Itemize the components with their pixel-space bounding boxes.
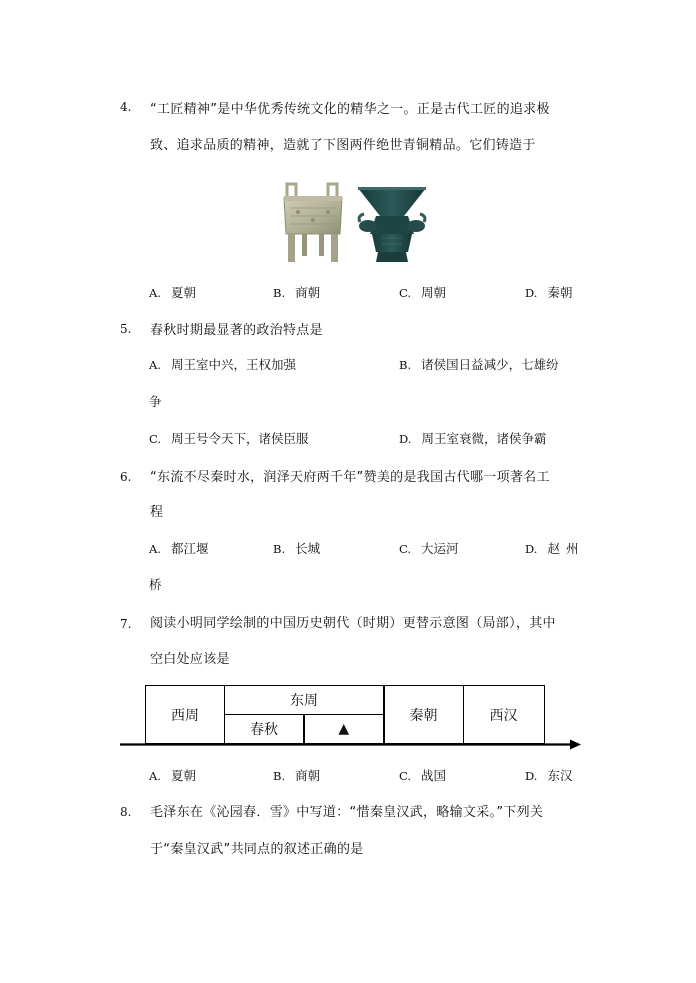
q4-number: 4.	[120, 100, 132, 114]
option-letter: D.	[525, 286, 538, 300]
q6-option-d-wrap: 桥	[149, 577, 162, 592]
q5-option-b-wrap: 争	[149, 394, 162, 409]
q4-option-c[interactable]	[399, 283, 446, 301]
q5-option-a[interactable]	[149, 355, 296, 373]
option-text: 周王室中兴，王权加强	[170, 357, 296, 372]
q7-option-d[interactable]	[525, 766, 572, 784]
timeline-arrow	[120, 738, 582, 752]
q5-option-c[interactable]	[149, 429, 309, 447]
q8-stem-line2: 于“秦皇汉武”共同点的叙述正确的是	[150, 842, 364, 857]
q6-stem-line1: “东流不尽秦时水，润泽天府两千年”赞美的是我国古代哪一项著名工	[150, 470, 550, 485]
bronze-ding-image	[278, 182, 348, 266]
q5-stem: 春秋时期最显著的政治特点是	[150, 323, 323, 338]
option-text: 夏朝	[170, 285, 196, 300]
option-letter: A.	[149, 542, 161, 556]
q7-number: 7.	[120, 617, 132, 631]
timeline-cell-dongzhou: 东周	[224, 685, 385, 715]
option-text: 商朝	[295, 285, 321, 300]
option-text: 大运河	[421, 541, 459, 556]
option-letter: C.	[399, 542, 412, 556]
q4-stem-line1: “工匠精神”是中华优秀传统文化的精华之一。正是古代工匠的追求极	[150, 102, 550, 117]
q6-option-a[interactable]	[149, 539, 208, 557]
option-letter: D.	[525, 769, 538, 783]
timeline-cell-blank-marker: ▲	[303, 714, 385, 745]
option-text: 东汉	[547, 768, 573, 783]
timeline-cell-chunqiu: 春秋	[224, 714, 305, 745]
q5-option-b[interactable]	[399, 355, 559, 373]
option-letter: B.	[273, 542, 286, 556]
option-text: 周王号令天下，诸侯臣服	[171, 431, 309, 446]
option-letter: A.	[149, 358, 161, 372]
option-text: 诸侯国日益减少，七雄纷	[421, 357, 559, 372]
option-text: 都江堰	[170, 541, 209, 556]
q8-number: 8.	[120, 805, 132, 819]
option-letter: A.	[149, 769, 161, 783]
q5-number: 5.	[120, 322, 132, 336]
q6-option-d[interactable]	[525, 539, 584, 557]
q6-option-b[interactable]	[273, 539, 320, 557]
option-letter: D.	[525, 542, 538, 556]
q7-option-b[interactable]	[273, 766, 320, 784]
q8-stem-line1: 毛泽东在《沁园春．雪》中写道：“惜秦皇汉武，略输文采。”下列关	[150, 805, 544, 820]
q4-option-b[interactable]	[273, 283, 320, 301]
option-text: 商朝	[295, 768, 321, 783]
option-letter: C.	[149, 432, 162, 446]
q7-option-a[interactable]	[149, 766, 196, 784]
bronze-zun-image	[356, 186, 428, 264]
q6-option-c[interactable]	[399, 539, 459, 557]
q7-stem-line1: 阅读小明同学绘制的中国历史朝代（时期）更替示意图（局部），其中	[150, 616, 556, 631]
option-text: 秦朝	[547, 285, 573, 300]
q7-stem-line2: 空白处应该是	[150, 652, 230, 667]
option-text: 周王室衰微，诸侯争霸	[421, 431, 547, 446]
q5-option-d[interactable]	[399, 429, 546, 447]
option-letter: C.	[399, 286, 412, 300]
timeline-cell-xihan: 西汉	[463, 685, 545, 744]
q4-stem-line2: 致、追求品质的精神，造就了下图两件绝世青铜精品。它们铸造于	[150, 138, 536, 153]
timeline-cell-xizhou: 西周	[145, 685, 225, 744]
option-text: 战国	[421, 768, 447, 783]
option-text: 长城	[295, 541, 321, 556]
option-text: 周朝	[421, 285, 447, 300]
q6-stem-line2: 程	[150, 505, 164, 520]
option-letter: A.	[149, 286, 161, 300]
option-text: 夏朝	[170, 768, 196, 783]
option-letter: B.	[273, 769, 286, 783]
option-text: 赵州	[547, 541, 585, 556]
option-letter: B.	[399, 358, 412, 372]
option-letter: C.	[399, 769, 412, 783]
option-letter: D.	[399, 432, 412, 446]
q4-option-a[interactable]	[149, 283, 196, 301]
q6-number: 6.	[120, 470, 132, 484]
timeline-cell-qin: 秦朝	[383, 685, 464, 744]
option-letter: B.	[273, 286, 286, 300]
q7-option-c[interactable]	[399, 766, 446, 784]
q4-option-d[interactable]	[525, 283, 572, 301]
